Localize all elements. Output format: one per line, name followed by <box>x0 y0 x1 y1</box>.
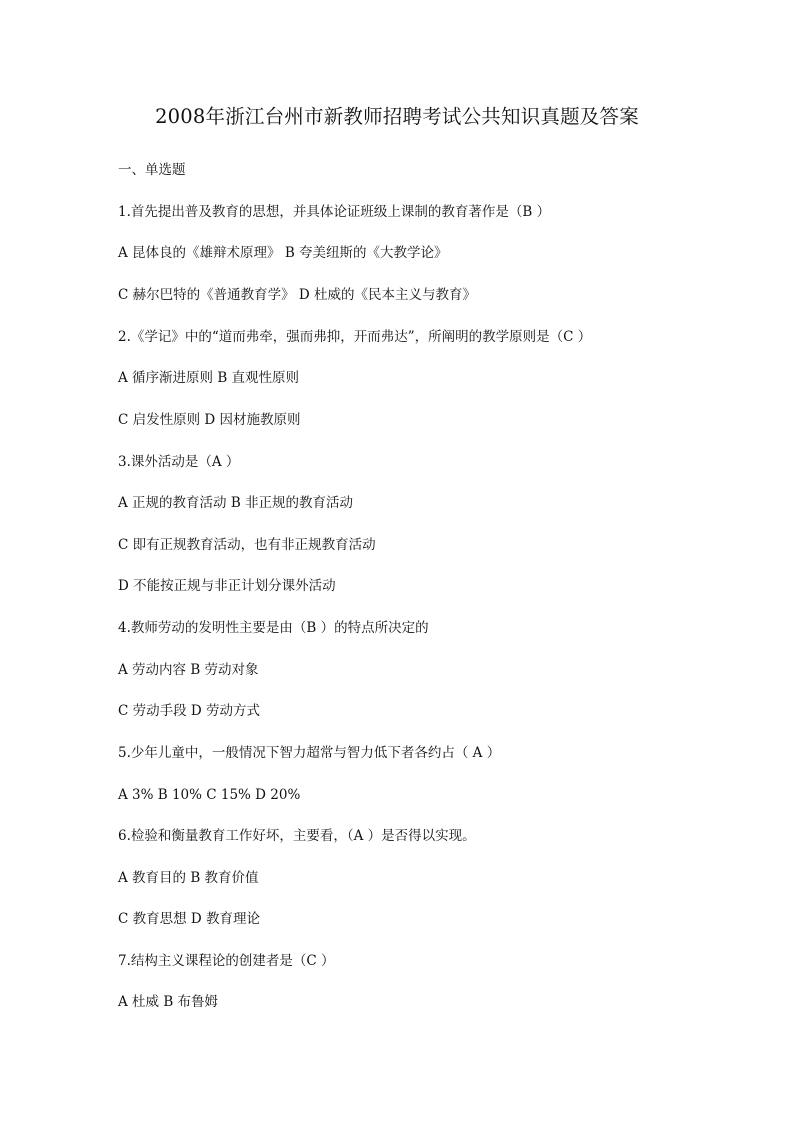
question-1: 1.首先提出普及教育的思想，并具体论证班级上课制的教育著作是（B ） <box>118 204 551 220</box>
document-title: 2008年浙江台州市新教师招聘考试公共知识真题及答案 <box>155 105 639 128</box>
option-line: A 正规的教育活动 B 非正规的教育活动 <box>118 495 354 511</box>
question-2: 2.《学记》中的“道而弗牵，强而弗抑，开而弗达”，所阐明的教学原则是（C ） <box>118 329 592 345</box>
option-line: C 赫尔巴特的《普通教育学》 D 杜威的《民本主义与教育》 <box>118 287 477 303</box>
option-line: A 循序渐进原则 B 直观性原则 <box>118 370 300 386</box>
option-line: C 教育思想 D 教育理论 <box>118 911 261 927</box>
option-line: A 昆体良的《雄辩术原理》 B 夸美纽斯的《大教学论》 <box>118 245 448 261</box>
option-line: A 杜威 B 布鲁姆 <box>118 994 219 1010</box>
section-heading: 一、单选题 <box>118 162 186 178</box>
question-7: 7.结构主义课程论的创建者是（C ） <box>118 953 335 969</box>
question-3: 3.课外活动是（A ） <box>118 454 240 470</box>
option-line: A 劳动内容 B 劳动对象 <box>118 662 259 678</box>
option-line: A 教育目的 B 教育价值 <box>118 870 259 886</box>
question-6: 6.检验和衡量教育工作好坏，主要看，（A ）是否得以实现。 <box>118 828 476 844</box>
question-4: 4.教师劳动的发明性主要是由（B ）的特点所决定的 <box>118 620 429 636</box>
option-line: A 3% B 10% C 15% D 20% <box>118 787 301 803</box>
option-line: C 即有正规教育活动，也有非正规教育活动 <box>118 537 376 553</box>
option-line: C 启发性原则 D 因材施教原则 <box>118 412 301 428</box>
option-line: C 劳动手段 D 劳动方式 <box>118 703 261 719</box>
option-line: D 不能按正规与非正计划分课外活动 <box>118 578 336 594</box>
question-5: 5.少年儿童中，一般情况下智力超常与智力低下者各约占（ A ） <box>118 745 501 761</box>
